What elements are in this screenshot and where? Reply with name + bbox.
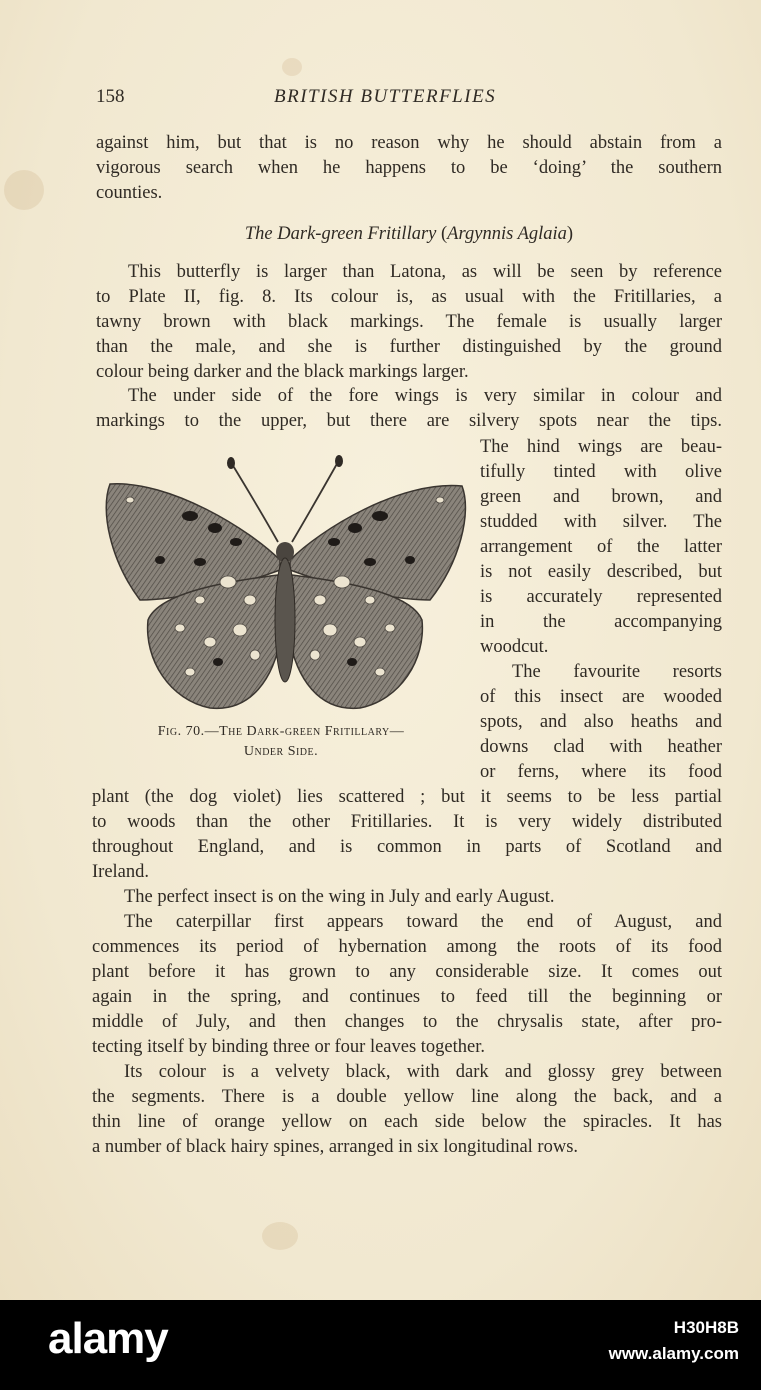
text-line: against him, but that is no reason why he should abstain from a bbox=[96, 133, 722, 153]
text-line: vigorous search when he happens to be ‘doing’ the southern bbox=[96, 158, 722, 178]
text-line: arrangement of the latter bbox=[480, 537, 722, 557]
text-line: the segments. There is a double yellow line along the back, and a bbox=[92, 1087, 722, 1107]
text-line: or ferns, where its food bbox=[480, 762, 722, 782]
text-line: The under side of the fore wings is very similar in colour and bbox=[128, 386, 722, 406]
text-line: than the male, and she is further distinguished by the ground bbox=[96, 337, 722, 357]
text-line: studded with silver. The bbox=[480, 512, 722, 532]
caption-line: Under Side. bbox=[243, 744, 319, 759]
page-header bbox=[96, 86, 726, 110]
alamy-logo: alamy bbox=[48, 1314, 168, 1363]
text-line: The perfect insect is on the wing in July and early August. bbox=[124, 887, 555, 907]
text-line: The favourite resorts bbox=[512, 662, 722, 682]
text-line: throughout England, and is common in parts of Scotland and bbox=[92, 837, 722, 857]
page-number: 158 bbox=[96, 86, 125, 107]
text-line: middle of July, and then changes to the chrysalis state, after pro- bbox=[92, 1012, 722, 1032]
antenna-club bbox=[335, 455, 343, 467]
text-line: plant before it has grown to any considerable size. It comes out bbox=[92, 962, 722, 982]
text-line: commences its period of hybernation among the roots of its food bbox=[92, 937, 722, 957]
caption-line: Fig. 70.—The Dark-green Fritillary— bbox=[157, 724, 405, 739]
text-line: again in the spring, and continues to feed till the beginning or bbox=[92, 987, 722, 1007]
species-latin-name: Argynnis Aglaia bbox=[447, 224, 567, 244]
text-line: is not easily described, but bbox=[480, 562, 722, 582]
text-line: is accurately represented bbox=[480, 587, 722, 607]
butterfly-illustration bbox=[100, 450, 470, 720]
alamy-url: www.alamy.com bbox=[608, 1344, 739, 1363]
text-line: a number of black hairy spines, arranged in six longitudinal rows. bbox=[92, 1137, 579, 1157]
text-line: plant (the dog violet) lies scattered ; but it seems to be less partial bbox=[92, 787, 722, 807]
section-heading: The Dark-green Fritillary (Argynnis Aglaia) bbox=[244, 224, 574, 244]
paper-stain bbox=[4, 170, 44, 210]
text-line: tifully tinted with olive bbox=[480, 462, 722, 482]
stock-image-id: H30H8B bbox=[673, 1318, 739, 1337]
running-title: BRITISH BUTTERFLIES bbox=[274, 86, 497, 107]
text-line: of this insect are wooded bbox=[480, 687, 722, 707]
text-line: woodcut. bbox=[480, 637, 549, 657]
text-line: thin line of orange yellow on each side below the spiracles. It has bbox=[92, 1112, 722, 1132]
figure-caption bbox=[96, 722, 466, 762]
text-line: This butterfly is larger than Latona, as will be seen by reference bbox=[128, 262, 722, 282]
text-line: colour being darker and the black markings larger. bbox=[96, 362, 469, 382]
text-line: tecting itself by binding three or four leaves together. bbox=[92, 1037, 486, 1057]
text-line: counties. bbox=[96, 183, 163, 203]
text-line: spots, and also heaths and bbox=[480, 712, 722, 732]
text-line: downs clad with heather bbox=[480, 737, 722, 757]
text-line: green and brown, and bbox=[480, 487, 722, 507]
text-line: in the accompanying bbox=[480, 612, 722, 632]
antenna-club bbox=[227, 457, 235, 469]
paper-stain bbox=[282, 58, 302, 76]
butterfly-body bbox=[275, 558, 295, 682]
text-line: Ireland. bbox=[92, 862, 150, 882]
paper-stain bbox=[262, 1222, 298, 1250]
text-line: tawny brown with black markings. The female is usually larger bbox=[96, 312, 722, 332]
text-line: The caterpillar first appears toward the end of August, and bbox=[124, 912, 722, 932]
species-common-name: The Dark-green Fritillary bbox=[244, 224, 437, 244]
text-line: The hind wings are beau- bbox=[480, 437, 722, 457]
text-line: Its colour is a velvety black, with dark and glossy grey between bbox=[124, 1062, 722, 1082]
text-line: to woods than the other Fritillaries. It is very widely distributed bbox=[92, 812, 722, 832]
text-line: to Plate II, fig. 8. Its colour is, as usual with the Fritillaries, a bbox=[96, 287, 722, 307]
text-line: markings to the upper, but there are silvery spots near the tips. bbox=[96, 411, 722, 431]
